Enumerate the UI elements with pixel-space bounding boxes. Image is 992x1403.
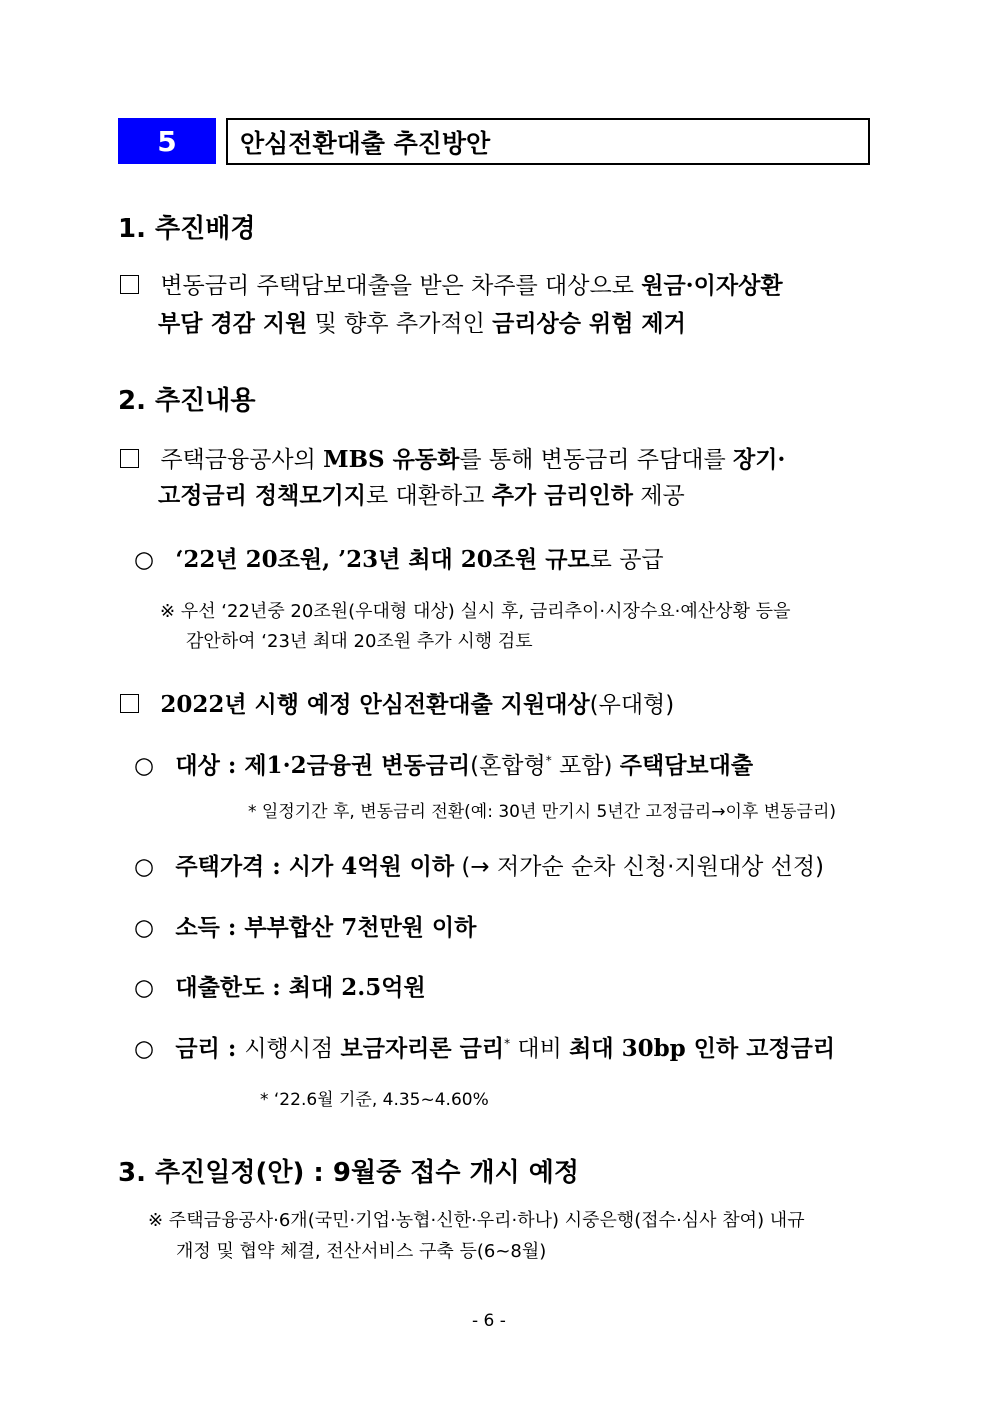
section-title-box [226, 118, 870, 165]
section-title: 안심전환대출 추진방안 [240, 128, 491, 158]
section2-para-line1: 주택금융공사의 MBS 유동화를 통해 변동금리 주담대를 장기· [120, 441, 785, 479]
item-limit: ○ 대출한도 : 최대 2.5억원 [134, 974, 426, 1001]
target-para: 2022년 시행 예정 안심전환대출 지원대상(우대형) [120, 686, 674, 724]
checkbox-square-icon [120, 275, 139, 294]
circle-bullet-icon: ○ [134, 753, 155, 779]
section3-note-line1: ※ 주택금융공사·6개(국민·기업·농협·신한·우리·하나) 시중은행(접수·심사 참여) 내규 [148, 1210, 805, 1231]
item-price: ○ 주택가격 : 시가 4억원 이하 (→ 저가순 순차 신청·지원대상 선정) [134, 853, 825, 880]
section-number-box [118, 118, 216, 164]
item-income: ○ 소득 : 부부합산 7천만원 이하 [134, 914, 477, 941]
checkbox-square-icon [120, 449, 139, 468]
item-target: ○ 대상 : 제1·2금융권 변동금리(혼합형* 포함) 주택담보대출 [134, 752, 754, 779]
section1-para-line1: 변동금리 주택담보대출을 받은 차주를 대상으로 원금·이자상환 [120, 267, 783, 305]
item-rate-note: * ‘22.6월 기준, 4.35~4.60% [260, 1090, 489, 1110]
item-target-note: * 일정기간 후, 변동금리 전환(예: 30년 만기시 5년간 고정금리→이후 변동금리) [248, 802, 837, 822]
supply-note-line2: 감안하여 ‘23년 최대 20조원 추가 시행 검토 [186, 631, 533, 652]
circle-bullet-icon: ○ [134, 975, 155, 1001]
checkbox-square-icon [120, 694, 139, 713]
section1-para-line2: 부담 경감 지원 및 향후 추가적인 금리상승 위험 제거 [158, 310, 686, 337]
item-rate: ○ 금리 : 시행시점 보금자리론 금리* 대비 최대 30bp 인하 고정금리 [134, 1035, 836, 1062]
section-number: 5 [157, 124, 177, 158]
circle-bullet-icon: ○ [134, 547, 155, 573]
section1-heading: 1. 추진배경 [118, 214, 256, 244]
supply-note-line1: ※ 우선 ‘22년중 20조원(우대형 대상) 실시 후, 금리추이·시장수요·예산상황 등을 [160, 601, 791, 622]
supply-bullet: ○ ‘22년 20조원, ’23년 최대 20조원 규모로 공급 [134, 546, 664, 573]
page-number: - 6 - [472, 1311, 506, 1331]
circle-bullet-icon: ○ [134, 915, 155, 941]
circle-bullet-icon: ○ [134, 854, 155, 880]
circle-bullet-icon: ○ [134, 1036, 155, 1062]
section2-heading: 2. 추진내용 [118, 386, 256, 416]
section3-heading: 3. 추진일정(안) : 9월중 접수 개시 예정 [118, 1158, 580, 1188]
section2-para-line2: 고정금리 정책모기지로 대환하고 추가 금리인하 제공 [158, 482, 685, 509]
section3-note-line2: 개정 및 협약 체결, 전산서비스 구축 등(6~8월) [176, 1241, 547, 1262]
